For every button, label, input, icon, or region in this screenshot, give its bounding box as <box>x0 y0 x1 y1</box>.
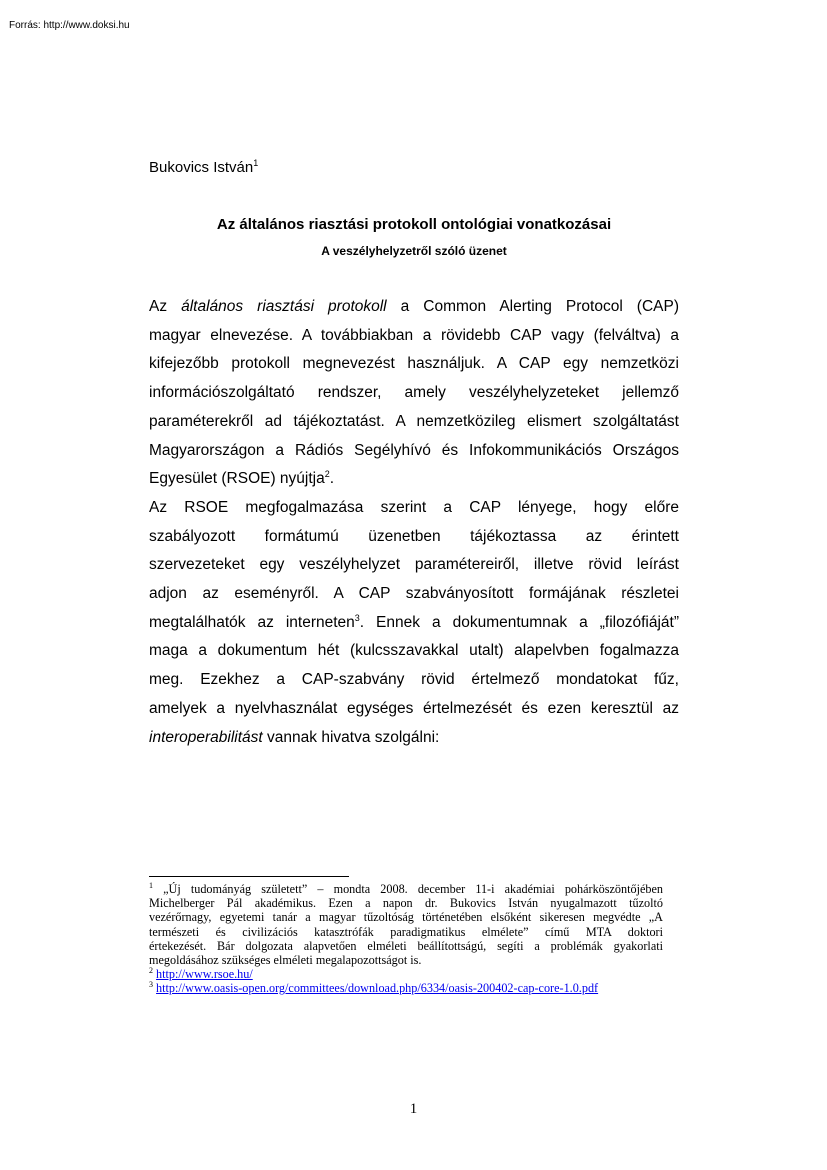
text-line: Egyesület (RSOE) nyújtja$^2$. <box>149 469 335 488</box>
document-title: Az általános riasztási protokoll ontológiai vonatkozásai <box>216 216 612 233</box>
text-line: meg. Ezekhez a CAP-szabvány rövid értelmező mondatokat fűz, <box>149 671 679 689</box>
footnotes <box>149 882 663 996</box>
author-line <box>149 159 258 176</box>
text-line: amelyek a nyelvhasználat egységes értelmezését és ezen keresztül az <box>149 699 679 717</box>
author-name: Bukovics István <box>149 159 254 176</box>
footnote-line: $^1$ „Új tudományág született” – mondta 2008. december 11-i akadémiai pohárköszöntőjében <box>149 880 663 896</box>
rsoe-link[interactable]: http://www.rsoe.hu/ <box>156 967 253 982</box>
emphasis-term: általános riasztási protokoll <box>181 298 387 315</box>
text-line: maga a dokumentum hét (kulcsszavakkal utalt) alapelvben fogalmazza <box>149 642 679 660</box>
paragraph-2 <box>149 494 679 752</box>
text-line: Magyarországon a Rádiós Segélyhívó és Infokommunikációs Országos <box>149 441 679 459</box>
footnote-number: 3 <box>149 980 153 990</box>
footnote-number: 2 <box>149 966 153 976</box>
text-line: szervezeteket egy veszélyhelyzet paramétereiről, illetve rövid leírást <box>149 556 679 574</box>
footnote-line: vezérőrnagy, egyetemi tanár a magyar tűzoltóság történetében elsőként sikeresen megvédte „A <box>149 910 663 925</box>
footnote-number: 1 <box>149 880 153 890</box>
text-line: kifejezőbb protokoll megnevezést használjuk. A CAP egy nemzetközi <box>149 355 679 373</box>
text-line: Az általános riasztási protokoll a Common Alerting Protocol (CAP) <box>149 298 679 315</box>
text-line: Az RSOE megfogalmazása szerint a CAP lényege, hogy előre <box>149 498 679 516</box>
footnote-line: Michelberger Pál akadémikus. Ezen a napon dr. Bukovics István nyugalmazott tűzoltó <box>149 896 663 911</box>
footnote-ref-3[interactable]: 3 <box>354 612 360 623</box>
text-line: megtalálhatók az interneten$^3$. Ennek a dokumentumnak a „filozófiáját” <box>149 612 679 631</box>
footnote-line: természeti és civilizációs katasztrófák paradigmatikus elmélete” című MTA doktori <box>149 924 663 939</box>
page-number: 1 <box>409 1101 418 1117</box>
footnote-line: értekezését. Bár dolgozata alapvetően elméleti beállítottságú, segíti a problémák gyakorlati <box>149 938 663 953</box>
source-header: Forrás: http://www.doksi.hu <box>9 20 130 31</box>
text-line: paraméterekről ad tájékoztatást. A nemzetközileg elismert szolgáltatást <box>149 412 679 430</box>
oasis-cap-link[interactable]: http://www.oasis-open.org/committees/download.php/6334/oasis-200402-cap-core-1.0.pdf <box>156 981 599 996</box>
paragraph-1 <box>149 293 679 494</box>
text-line: információszolgáltató rendszer, amely veszélyhelyzeteket jellemző <box>149 384 679 402</box>
text-line: adjon az eseményről. A CAP szabványosított formájának részletei <box>149 585 679 603</box>
footnote-ref-1[interactable]: 1 <box>253 158 259 168</box>
footnote-line: megoldásához szükséges elméleti megalapozottságot is. <box>149 953 422 968</box>
document-subtitle: A veszélyhelyzetről szóló üzenet <box>321 244 507 258</box>
footnote-3 <box>149 981 663 995</box>
footnote-2 <box>149 967 663 981</box>
footnote-1 <box>149 882 663 967</box>
text-line: interoperabilitást vannak hivatva szolgálni: <box>149 728 440 746</box>
footnote-separator <box>149 876 349 877</box>
footnote-ref-2[interactable]: 2 <box>324 469 330 480</box>
text-line: szabályozott formátumú üzenetben tájékoztassa az érintett <box>149 527 679 545</box>
text-line: magyar elnevezése. A továbbiakban a rövidebb CAP vagy (felváltva) a <box>149 326 679 344</box>
emphasis-term: interoperabilitást <box>149 728 263 746</box>
body-text <box>149 293 679 752</box>
